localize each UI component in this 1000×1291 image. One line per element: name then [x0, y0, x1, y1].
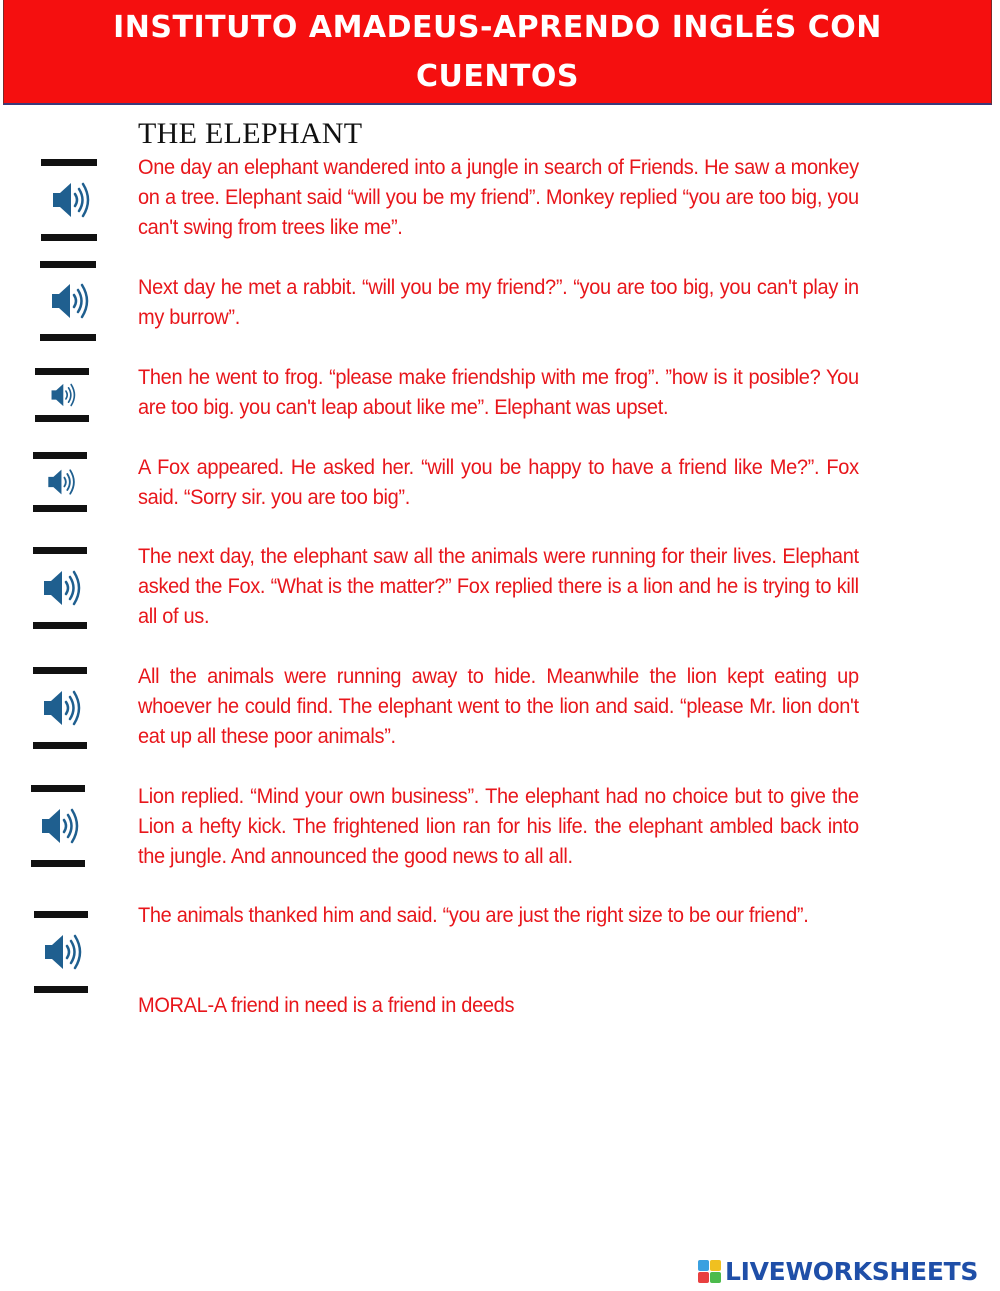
story-paragraph-6: All the animals were running away to hide. Meanwhile the lion kept eating up whoever he could find. The elephant went to the lion and said. “please Mr. lion don't eat up all these poor animals”.	[138, 664, 859, 748]
audio-button-7[interactable]	[31, 785, 85, 867]
speaker-icon	[42, 378, 82, 412]
story-paragraph-7: Lion replied. “Mind your own business”. The elephant had no choice but to give the Lion a hefty kick. The frightened lion ran for his life. the elephant ambled back into the jungle. And announced the good news to all all.	[138, 784, 859, 868]
story-paragraph-3: Then he went to frog. “please make friendship with me frog”. ”how is it posible? You are too big. you can't leap about like me”. Elephant was upset.	[138, 365, 859, 419]
audio-button-6[interactable]	[33, 667, 87, 749]
story-paragraph-1: One day an elephant wandered into a jungle in search of Friends. He saw a monkey on a tree. Elephant said “will you be my friend”. Monkey replied “you are too big, you can't swing from trees like me”.	[138, 155, 859, 239]
story-paragraph-5: The next day, the elephant saw all the animals were running for their lives. Elephant asked the Fox. “What is the matter?” Fox replied there is a lion and he is trying to kill all of us.	[138, 544, 859, 628]
speaker-icon	[46, 275, 90, 327]
logo-text: LIVEWORKSHEETS	[725, 1256, 979, 1286]
story-moral: MORAL-A friend in need is a friend in deeds	[138, 993, 515, 1017]
audio-button-2[interactable]	[40, 261, 96, 341]
audio-button-8[interactable]	[34, 911, 88, 993]
audio-button-5[interactable]	[33, 547, 87, 629]
speaker-icon	[38, 562, 82, 614]
speaker-icon	[36, 800, 80, 852]
story-paragraph-4: A Fox appeared. He asked her. “will you be happy to have a friend like Me?”. Fox said. “Sorry sir. you are too big”.	[138, 455, 859, 509]
story-paragraph-2: Next day he met a rabbit. “will you be my friend?”. “you are too big, you can't play in my burrow”.	[138, 275, 859, 329]
audio-button-4[interactable]	[33, 452, 87, 512]
liveworksheets-logo[interactable]	[698, 1256, 978, 1286]
audio-button-1[interactable]	[41, 159, 97, 241]
speaker-icon	[40, 463, 80, 501]
speaker-icon	[47, 174, 91, 226]
header-title: INSTITUTO AMADEUS-APRENDO INGLÉS CON CUENTOS	[113, 9, 882, 94]
audio-button-3[interactable]	[35, 368, 89, 422]
header-banner	[3, 0, 992, 105]
story-title: THE ELEPHANT	[138, 117, 363, 150]
logo-blocks-icon	[698, 1260, 721, 1283]
speaker-icon	[38, 682, 82, 734]
story-paragraph-8: The animals thanked him and said. “you are just the right size to be our friend”.	[138, 903, 809, 927]
speaker-icon	[39, 926, 83, 978]
